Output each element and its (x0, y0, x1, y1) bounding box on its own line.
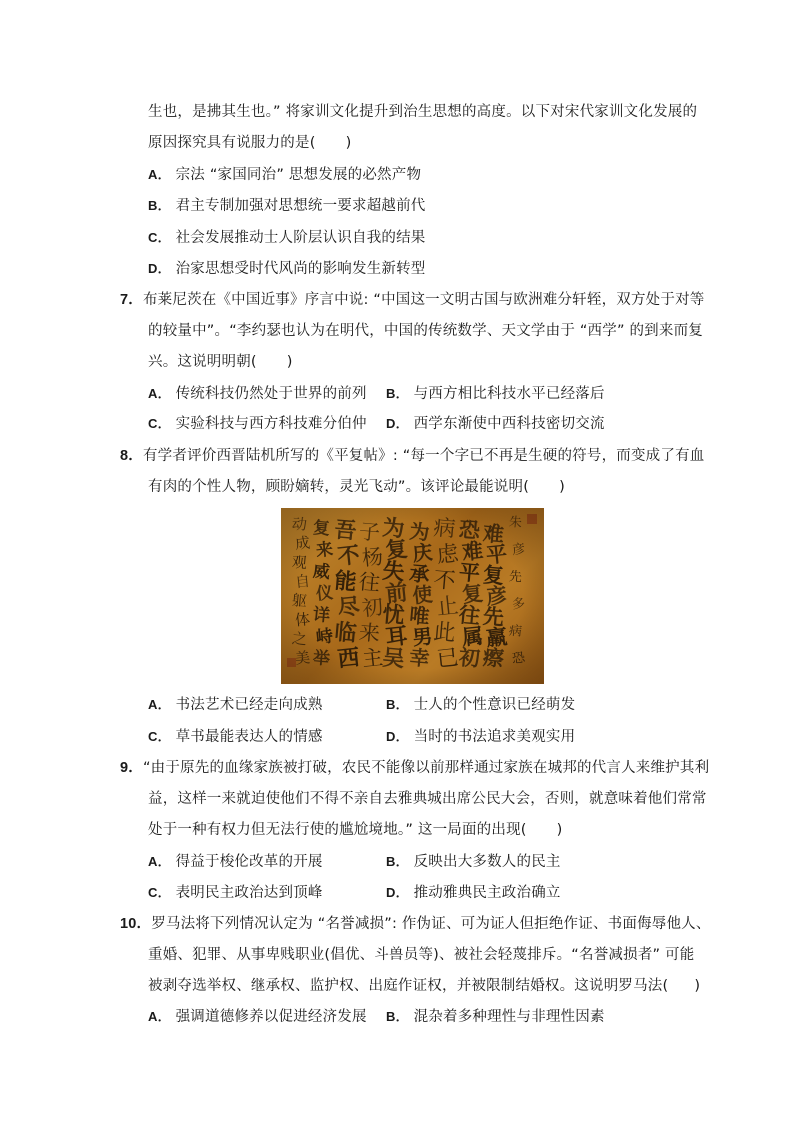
calligraphy-strokes (281, 508, 544, 684)
q8-option-b[interactable]: B． 士人的个性意识已经萌发 (386, 697, 576, 713)
q6-option-c[interactable]: C． 社会发展推动士人阶层认识自我的结果 (148, 230, 426, 246)
q6-line-2: 原因探究具有说服力的是( ) (148, 135, 352, 151)
q9-option-d[interactable]: D． 推动雅典民主政治确立 (386, 885, 561, 901)
q9-option-a[interactable]: A． 得益于梭伦改革的开展 (148, 854, 323, 870)
q10-line-1: 10．罗马法将下列情况认定为 “名誉减损”: 作伪证、可为证人但拒绝作证、书面侮辱他人、 (120, 916, 711, 932)
q7-line-1: 7．布莱尼茨在《中国近事》序言中说: “中国这一文明古国与欧洲难分轩轾，双方处于对等 (120, 292, 705, 308)
q9-option-b[interactable]: B． 反映出大多数人的民主 (386, 854, 561, 870)
q7-line-2: 的较量中”。“李约瑟也认为在明代，中国的传统数学、天文学由于 “西学” 的到来而复 (148, 323, 703, 339)
q7-option-d[interactable]: D． 西学东渐使中西科技密切交流 (386, 416, 605, 432)
q6-option-a[interactable]: A． 宗法 “家国同治” 思想发展的必然产物 (148, 167, 422, 183)
q6-option-d[interactable]: D． 治家思想受时代风尚的影响发生新转型 (148, 261, 426, 277)
q6-option-b[interactable]: B． 君主专制加强对思想统一要求超越前代 (148, 198, 426, 214)
q10-line-2: 重婚、犯罪、从事卑贱职业(倡优、斗兽员等)、被社会轻蔑排斥。“名誉减损者” 可能 (148, 947, 695, 963)
q8-line-1: 8．有学者评价西晋陆机所写的《平复帖》: “每一个字已不再是生硬的符号，而变成了有血 (120, 448, 705, 464)
q10-option-b[interactable]: B． 混杂着多种理性与非理性因素 (386, 1009, 605, 1025)
q7-line-3: 兴。这说明明朝( ) (148, 354, 293, 370)
q8-line-2: 有肉的个性人物，顾盼嫡转，灵光飞动”。该评论最能说明( ) (148, 479, 565, 495)
q9-line-3: 处于一种有权力但无法行使的尴尬境地。” 这一局面的出现( ) (148, 822, 563, 838)
q9-line-1: 9．“由于原先的血缘家族被打破，农民不能像以前那样通过家族在城邦的代言人来维护其利 (120, 760, 710, 776)
q8-option-c[interactable]: C． 草书最能表达人的情感 (148, 729, 323, 745)
q9-line-2: 益，这样一来就迫使他们不得不亲自去雅典城出席公民大会，否则，就意味着他们常常 (148, 791, 707, 807)
q6-line-1: 生也，是拂其生也。” 将家训文化提升到治生思想的高度。以下对宋代家训文化发展的 (148, 104, 698, 120)
calligraphy-image-pingfutie (281, 508, 544, 684)
q7-option-c[interactable]: C． 实验科技与西方科技难分伯仲 (148, 416, 367, 432)
q8-option-a[interactable]: A． 书法艺术已经走向成熟 (148, 697, 323, 713)
q8-option-d[interactable]: D． 当时的书法追求美观实用 (386, 729, 576, 745)
q10-line-3: 被剥夺选举权、继承权、监护权、出庭作证权，并被限制结婚权。这说明罗马法( ) (148, 978, 701, 994)
q10-option-a[interactable]: A． 强调道德修养以促进经济发展 (148, 1009, 367, 1025)
q7-option-b[interactable]: B． 与西方相比科技水平已经落后 (386, 386, 605, 402)
q9-option-c[interactable]: C． 表明民主政治达到顶峰 (148, 885, 323, 901)
q7-option-a[interactable]: A． 传统科技仍然处于世界的前列 (148, 386, 367, 402)
